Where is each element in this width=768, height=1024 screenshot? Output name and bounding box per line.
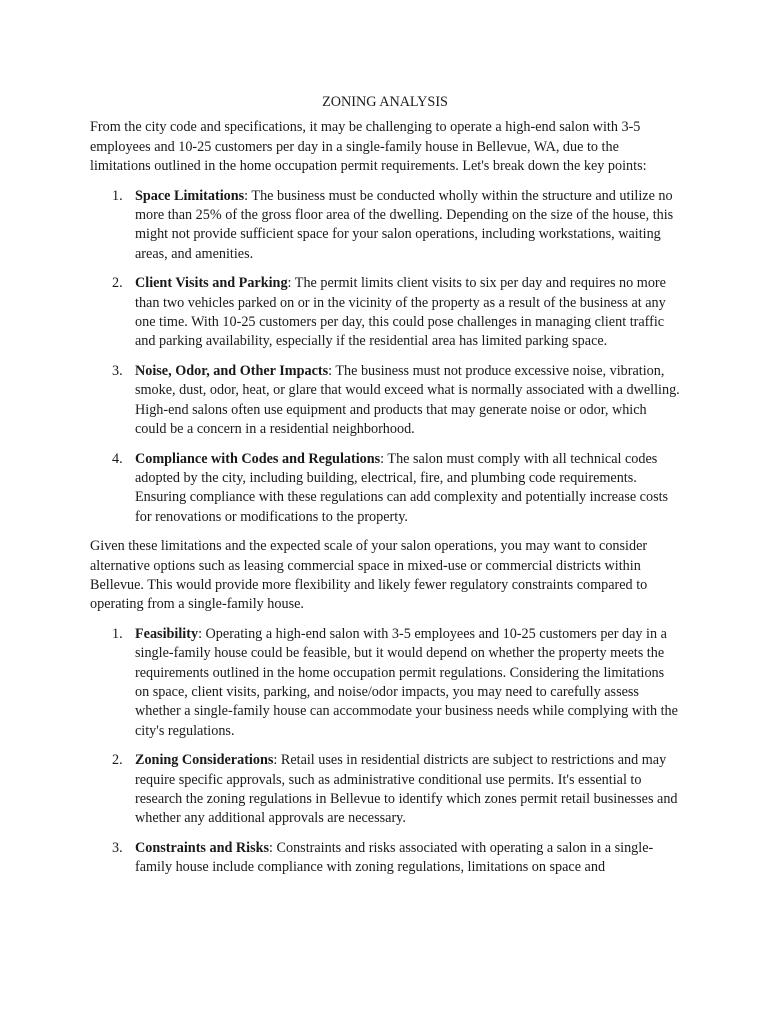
list-number: 1. <box>112 187 123 204</box>
list-item-text: : The business must be conducted wholly within the structure and utilize no more than 25% of the gross floor area of the dwelling. Depending on the size of the house, this might not provide sufficient space for your salon operations, including workstations, waiting areas, and amenities. <box>135 187 674 262</box>
list-number: 3. <box>112 362 123 379</box>
list-item <box>90 450 680 528</box>
list-item-text: : Constraints and risks associated with operating a salon in a single-family house include compliance with zoning regulations, limitations on space and <box>135 839 654 876</box>
list-item-heading: Space Limitations <box>135 187 245 204</box>
list-number: 2. <box>112 752 123 769</box>
list-number: 1. <box>112 625 123 642</box>
list-item-heading: Constraints and Risks <box>135 839 270 856</box>
list-number: 3. <box>112 839 123 856</box>
intro-paragraph: From the city code and specifications, it may be challenging to operate a high-end salon with 3-5 employees and 10-25 customers per day in a single-family house in Bellevue, WA, due to the limitations outlined in the home occupation permit requirements. Let's break down the key points: <box>90 119 647 175</box>
document-title: ZONING ANALYSIS <box>322 94 448 110</box>
list-number: 4. <box>112 450 123 467</box>
list-item <box>90 362 680 440</box>
list-item-text: : Operating a high-end salon with 3-5 employees and 10-25 customers per day in a single-family house could be feasible, but it would depend on whether the property meets the requirements outlined in the home occupation permit regulations. Considering the limitations on space, client visits, parking, and noise/odor impacts, you may need to carefully assess whether a single-family house can accommodate your business needs while complying with the city's regulations. <box>135 625 678 739</box>
list-item-heading: Noise, Odor, and Other Impacts <box>135 362 329 379</box>
list-item-text: : Retail uses in residential districts are subject to restrictions and may require specific approvals, such as administrative conditional use permits. It's essential to research the zoning regulations in Bellevue to identify which zones permit retail businesses and whether any additional approvals are necessary. <box>135 752 678 827</box>
list-item-heading: Compliance with Codes and Regulations <box>135 450 381 467</box>
list-item <box>90 274 680 352</box>
list-number: 2. <box>112 275 123 292</box>
document-page <box>90 93 680 888</box>
list-item-heading: Feasibility <box>135 625 199 642</box>
assessment-list <box>90 625 680 878</box>
list-item-text: : The business must not produce excessive noise, vibration, smoke, dust, odor, heat, or glare that would exceed what is normally associated with a dwelling. High-end salons often use equipment and products that may generate noise or odor, which could be a concern in a residential neighborhood. <box>135 362 680 438</box>
middle-paragraph: Given these limitations and the expected scale of your salon operations, you may want to consider alternative options such as leasing commercial space in mixed-use or commercial districts within Bellevue. This would provide more flexibility and likely fewer regulatory constraints compared to operating from a single-family house. <box>90 538 648 613</box>
list-item <box>90 187 680 265</box>
list-item-heading: Zoning Considerations <box>135 752 274 769</box>
list-item-heading: Client Visits and Parking <box>135 275 288 292</box>
list-item-text: : The permit limits client visits to six per day and requires no more than two vehicles parked on or in the vicinity of the property as a result of the business at any one time. With 10-25 customers per day, this could pose challenges in managing client traffic and parking availability, especially if the residential area has limited parking space. <box>135 275 666 350</box>
list-item <box>90 839 680 878</box>
list-item-text: : The salon must comply with all technical codes adopted by the city, including building, electrical, fire, and plumbing code requirements. Ensuring compliance with these regulations can add complexity and potentially increase costs for renovations or modifications to the property. <box>135 450 669 525</box>
key-points-list <box>90 187 680 528</box>
list-item <box>90 625 680 741</box>
list-item <box>90 751 680 829</box>
